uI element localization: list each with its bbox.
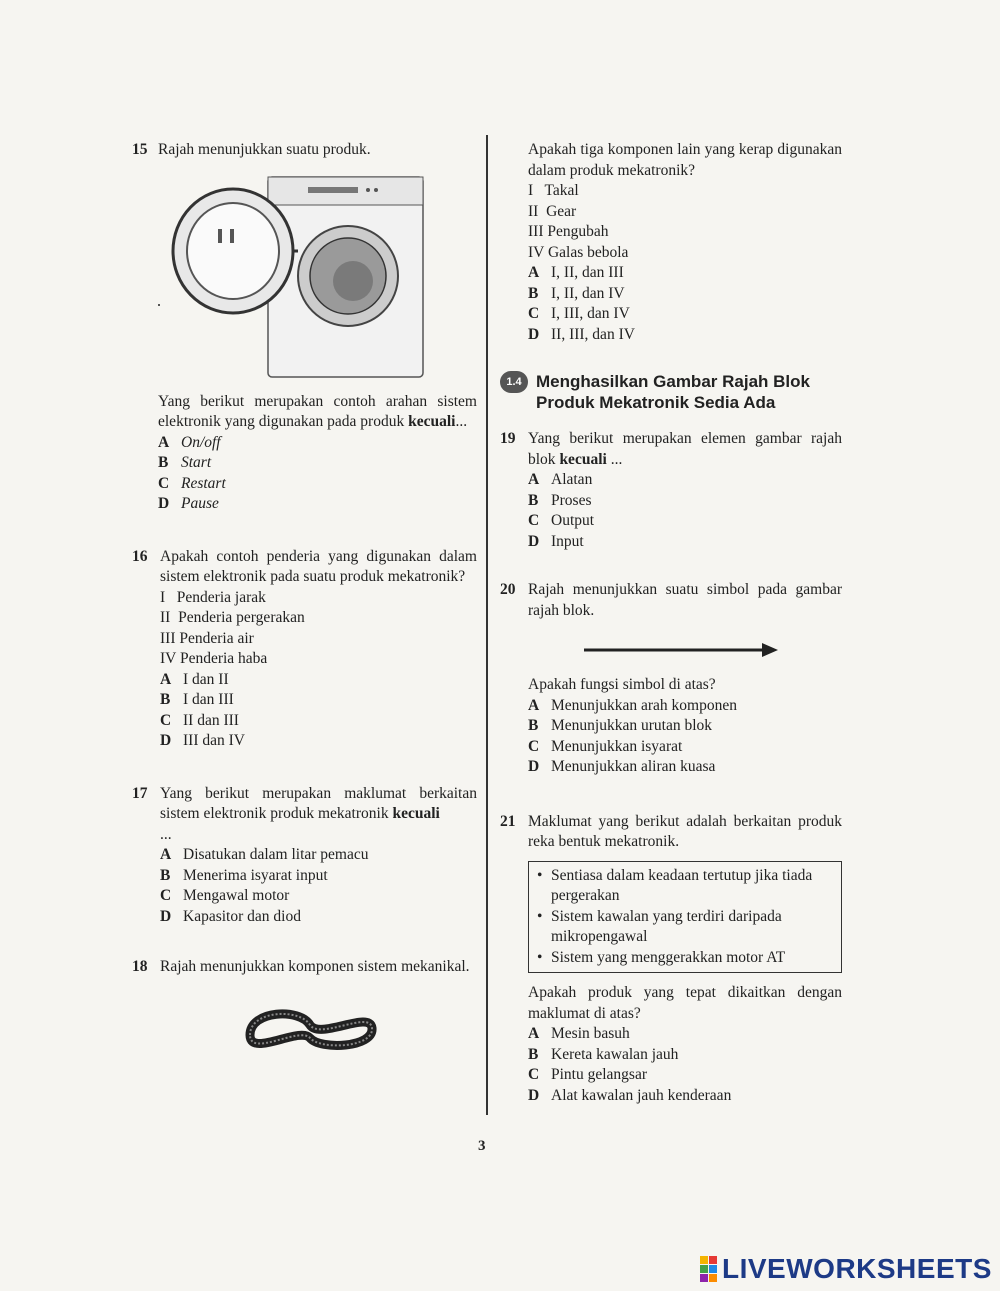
roman-item: II Penderia pergerakan (160, 609, 305, 626)
option-a[interactable]: A Alatan (528, 471, 593, 488)
option-c[interactable]: C Restart (158, 474, 226, 492)
question-21 (500, 812, 842, 1107)
question-stem: Rajah menunjukkan suatu produk. (158, 141, 371, 158)
answer-options (528, 263, 842, 345)
answer-options (160, 845, 477, 927)
section-heading (500, 371, 842, 413)
belt-image (240, 1000, 477, 1060)
option-a[interactable]: A Mesin basuh (528, 1025, 630, 1042)
question-number: 17 (132, 784, 148, 802)
question-15 (132, 140, 477, 515)
question-number: 21 (500, 812, 516, 830)
brand-grid-icon (700, 1256, 717, 1282)
answer-options (528, 1024, 842, 1106)
option-a[interactable]: A Menunjukkan arah komponen (528, 696, 737, 714)
option-d[interactable]: D Menunjukkan aliran kuasa (528, 758, 716, 775)
question-stem: Rajah menunjukkan komponen sistem mekanikal. (160, 958, 470, 975)
option-d[interactable]: D Alat kawalan jauh kenderaan (528, 1086, 732, 1104)
answer-options (160, 670, 477, 752)
option-b[interactable]: B Start (158, 454, 212, 471)
right-column (500, 140, 842, 1106)
question-stem: Apakah contoh penderia yang digunakan dalam sistem elektronik pada suatu produk mekatronik? (160, 547, 477, 585)
brand-name: LIVEWORKSHEETS (722, 1253, 992, 1284)
info-bullet: • Sentiasa dalam keadaan tertutup jika tiada pergerakan (537, 866, 813, 904)
question-number: 16 (132, 547, 148, 565)
option-b[interactable]: B Proses (528, 491, 592, 509)
roman-item: IV Penderia haba (160, 650, 268, 667)
info-bullet: • Sistem yang menggerakkan motor AT (537, 948, 786, 966)
section-title: Produk Mekatronik Sedia Ada (536, 393, 776, 412)
question-18 (132, 957, 477, 1060)
option-d[interactable]: D Pause (158, 495, 219, 512)
question-19 (500, 429, 842, 552)
info-bullet: • Sistem kawalan yang terdiri daripada mikropengawal (537, 907, 782, 945)
question-17 (132, 784, 477, 928)
option-d[interactable]: D II, III, dan IV (528, 325, 635, 343)
arrow-right-icon (584, 639, 784, 661)
washing-machine-icon (158, 171, 458, 386)
liveworksheets-logo[interactable] (700, 1253, 992, 1285)
roman-item: III Penderia air (160, 629, 254, 647)
answer-options (528, 470, 842, 552)
question-stem: Maklumat yang berikut adalah berkaitan produk reka bentuk mekatronik. (528, 812, 842, 850)
question-prompt: Apakah fungsi simbol di atas? (528, 676, 716, 693)
roman-item: I Penderia jarak (160, 588, 266, 606)
option-a[interactable]: A I, II, dan III (528, 264, 624, 281)
option-c[interactable]: C Menunjukkan isyarat (528, 737, 683, 755)
left-column (132, 140, 477, 1060)
section-badge: 1.4 (500, 371, 528, 393)
stem-ellipsis: ... (160, 825, 172, 843)
option-c[interactable]: C Mengawal motor (160, 887, 290, 904)
question-stem: Apakah tiga komponen lain yang kerap digunakan dalam produk mekatronik? (528, 141, 842, 179)
option-c[interactable]: C I, III, dan IV (528, 305, 630, 322)
option-c[interactable]: C II dan III (160, 711, 239, 729)
question-prompt: Apakah produk yang tepat dikaitkan dengan maklumat di atas? (528, 984, 842, 1022)
question-18-continued (500, 140, 842, 345)
roman-item: II Gear (528, 202, 577, 220)
option-b[interactable]: B Menerima isyarat input (160, 866, 328, 884)
roman-item: IV Galas bebola (528, 243, 629, 261)
option-c[interactable]: C Pintu gelangsar (528, 1066, 647, 1083)
belt-icon (240, 1000, 380, 1060)
option-d[interactable]: D Kapasitor dan diod (160, 907, 301, 925)
question-number: 15 (132, 141, 148, 158)
question-16 (132, 547, 477, 752)
page-number: 3 (478, 1138, 486, 1154)
option-b[interactable]: B I dan III (160, 691, 234, 708)
option-a[interactable]: A On/off (158, 433, 221, 451)
option-b[interactable]: B Menunjukkan urutan blok (528, 717, 713, 734)
column-divider (486, 135, 488, 1115)
question-stem: Yang berikut merupakan elemen gambar rajah blok kecuali ... (528, 430, 842, 468)
roman-list (528, 181, 842, 263)
question-number: 19 (500, 430, 516, 447)
roman-list (160, 588, 477, 670)
question-body: Yang berikut merupakan contoh arahan sistem elektronik yang digunakan pada produk kecuali... (158, 392, 477, 430)
section-title: Menghasilkan Gambar Rajah Blok (536, 372, 810, 391)
question-stem: Rajah menunjukkan suatu simbol pada gambar rajah blok. (528, 581, 842, 619)
option-c[interactable]: C Output (528, 512, 595, 529)
question-stem: Yang berikut merupakan maklumat berkaitan sistem elektronik produk mekatronik kecuali (160, 784, 477, 822)
washing-machine-image (158, 171, 477, 386)
answer-options (528, 696, 842, 778)
question-number: 20 (500, 581, 516, 598)
answer-options (158, 433, 477, 515)
option-d[interactable]: D Input (528, 532, 584, 550)
roman-item: III Pengubah (528, 223, 609, 240)
option-d[interactable]: D III dan IV (160, 732, 245, 749)
roman-item: I Takal (528, 182, 579, 199)
question-20 (500, 580, 842, 778)
option-a[interactable]: A Disatukan dalam litar pemacu (160, 846, 369, 863)
option-b[interactable]: B Kereta kawalan jauh (528, 1045, 679, 1063)
question-number: 18 (132, 958, 148, 975)
arrow-symbol (584, 639, 842, 661)
info-box (528, 861, 842, 974)
option-b[interactable]: B I, II, dan IV (528, 284, 625, 302)
option-a[interactable]: A I dan II (160, 670, 229, 688)
